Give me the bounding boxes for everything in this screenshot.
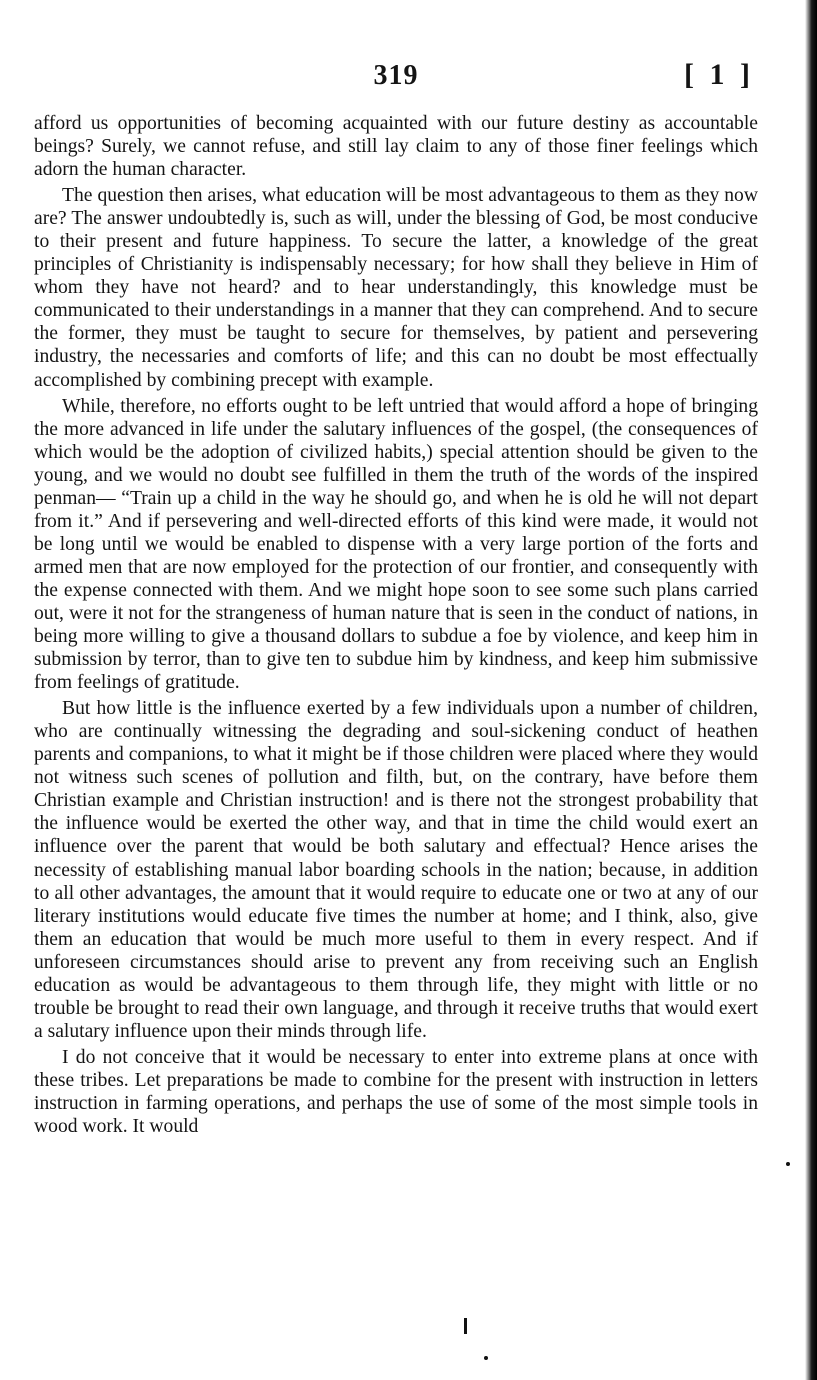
paragraph: afford us opportunities of becoming acquainted with our future destiny as accountable beings? Surely, we cannot refuse, and still lay claim to any of those finer feelings which adorn the human character. bbox=[34, 113, 758, 181]
scan-edge bbox=[805, 0, 817, 1380]
page-header bbox=[34, 58, 758, 112]
paragraph: The question then arises, what education will be most advantageous to them as they now are? The answer undoubtedly is, such as will, under the blessing of God, be most conducive to their present and future happiness. To secure the latter, a knowledge of the great principles of Christianity is indispensably necessary; for how shall they believe in Him of whom they have not heard? and to hear understandingly, this knowledge must be communicated to their understandings in a manner that they can comprehend. And to secure the former, they must be taught to secure for themselves, by patient and persevering industry, the necessaries and comforts of life; and this can no doubt be most effectually accomplished by combining precept with example. bbox=[34, 185, 758, 391]
paragraph: But how little is the influence exerted by a few individuals upon a number of children, who are continually witnessing the degrading and soul-sickening conduct of heathen parents and companions, to what it might be if those children were placed where they would not witness such scenes of pollution and filth, but, on the contrary, have before them Christian example and Christian instruction! and is there not the strongest probability that the influence would be exerted the other way, and that in time the child would exert an influence over the parent that would be both salutary and effectual? Hence arises the necessity of establishing manual labor boarding schools in the nation; because, in addition to all other advantages, the amount that it would require to educate one or two at any of our literary institutions would educate five times the number at home; and I think, also, give them an education that would be much more useful to them in every respect. And if unforeseen circumstances should arise to prevent any from receiving such an English education as would be advantageous to them through life, they might with little or no trouble be brought to read their own language, and through it receive truths that would exert a salutary influence upon their minds through life. bbox=[34, 698, 758, 1042]
ink-speck bbox=[484, 1356, 488, 1360]
paragraph: While, therefore, no efforts ought to be left untried that would afford a hope of bringing the more advanced in life under the salutary influences of the gospel, (the consequences of which would be the adoption of civilized habits,) special attention should be given to the young, and we would no doubt see fulfilled in them the truth of the words of the inspired penman— “Train up a child in the way he should go, and when he is old he will not depart from it.” And if persevering and well-directed efforts of this kind were made, it would not be long until we would be enabled to dispense with a very large portion of the forts and armed men that are now employed for the protection of our frontier, and consequently with the expense connected with them. And we might hope soon to see some such plans carried out, were it not for the strangeness of human nature that is seen in the conduct of nations, in being more willing to give a thousand dollars to subdue a foe by violence, and keep him in submission by terror, than to give ten to subdue him by kindness, and keep him submissive from feelings of gratitude. bbox=[34, 395, 758, 694]
page-number: 319 bbox=[373, 60, 419, 91]
paragraph: I do not conceive that it would be necessary to enter into extreme plans at once with these tribes. Let preparations be made to combine for the present with instruction in letters instruction in farming operations, and perhaps the use of some of the most simple tools in wood work. It would bbox=[34, 1046, 758, 1138]
ink-speck bbox=[786, 1162, 790, 1166]
ink-mark bbox=[464, 1318, 467, 1334]
signature-mark: [ 1 ] bbox=[684, 58, 754, 91]
document-page bbox=[34, 58, 758, 1138]
body-text bbox=[34, 112, 758, 1138]
